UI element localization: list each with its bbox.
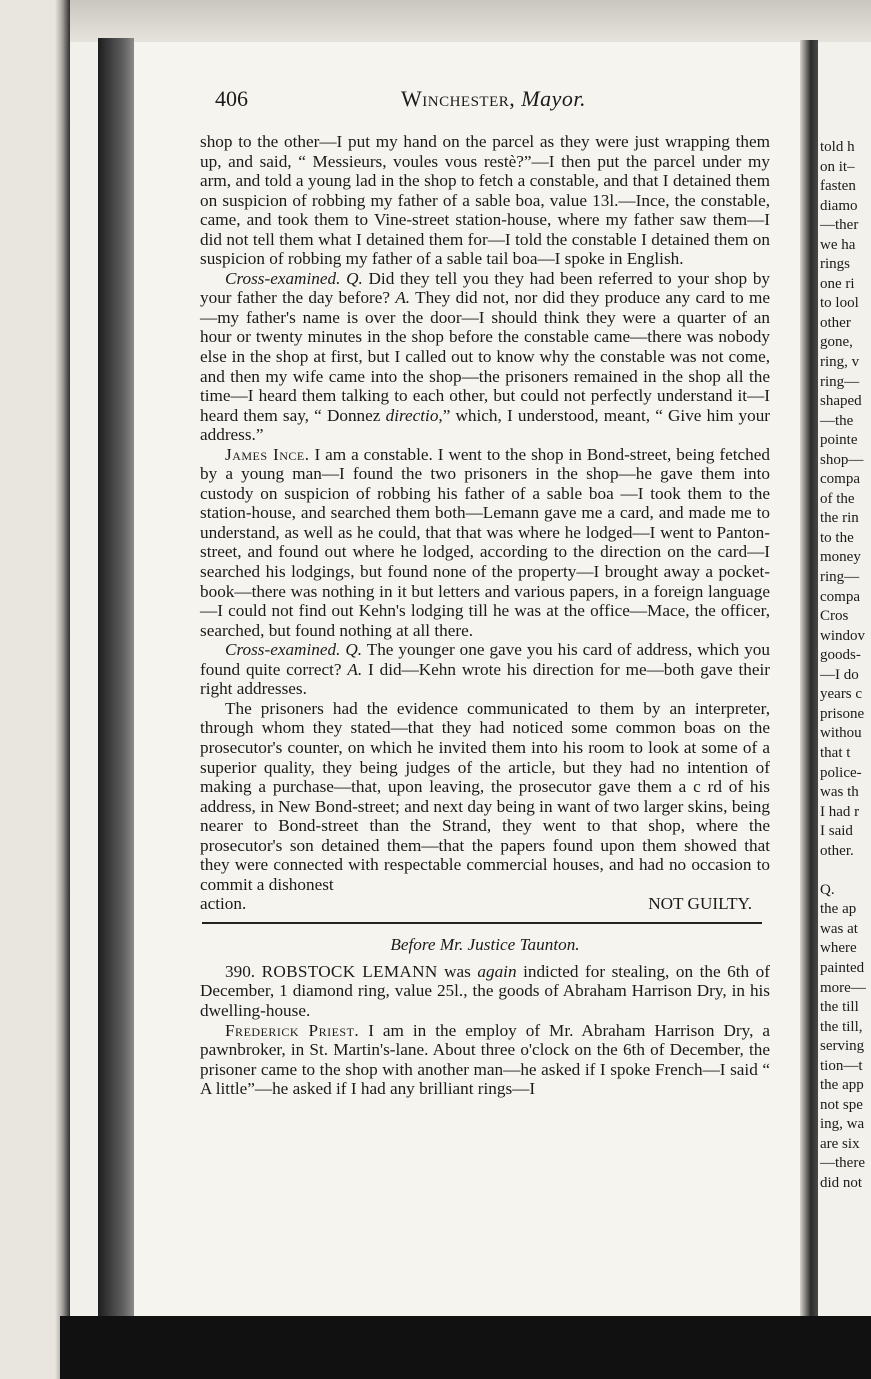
facing-page-line: one ri <box>820 275 855 292</box>
facing-page-line: was at <box>820 920 858 937</box>
facing-page-line: withou <box>820 725 862 742</box>
facing-page-line: ing, wa <box>820 1116 865 1133</box>
page-body <box>200 132 770 1099</box>
witness-name: James Ince. <box>225 444 310 464</box>
facing-page-line: shop— <box>820 451 864 468</box>
paragraph: Cross-examined. Q. The younger one gave you his card of address, which you found quite correct? A. I did—Kehn wrote his direction for me—both gave their right addresses. <box>200 640 771 699</box>
running-title: Winchester, Mayor. <box>401 86 586 111</box>
facing-page-line: serving <box>820 1038 865 1055</box>
facing-page-line: I had r <box>820 803 860 820</box>
facing-page-line: we ha <box>820 236 856 253</box>
facing-page-line: more— <box>820 979 866 996</box>
verdict-line <box>200 894 770 914</box>
facing-page-line: money <box>820 549 861 566</box>
paragraph: shop to the other—I put my hand on the parcel as they were just wrapping them up, and said, “ Messieurs, voules vous restè?”—I then put the parcel under my arm, and told a young lad in the shop to fetch a constable, and that I detained them on suspicion of robbing my father of a sable boa, value 13l.—Ince, the constable, came, and took them to Vine-street station-house, where my father saw them—I did not tell them what I detained them for—I told the constable I detained them on suspicion of robbing my father of a sable tail boa—I spoke in English. <box>200 132 770 269</box>
scan-top-edge <box>0 0 871 42</box>
facing-page-line: did not <box>820 1174 863 1191</box>
facing-page-line: other. <box>820 842 854 859</box>
facing-page-line: years c <box>820 686 863 703</box>
facing-page-line: to lool <box>820 295 859 312</box>
facing-page-line: ring, v <box>820 354 860 371</box>
facing-page-line: police- <box>820 764 862 781</box>
scan-left-edge <box>0 0 70 1379</box>
facing-page-line: on it– <box>820 158 855 175</box>
paragraph-end: action. <box>200 894 247 914</box>
facing-page-fragment <box>818 42 871 1316</box>
facing-page-line: compa <box>820 471 860 488</box>
facing-page-line: Cros <box>820 608 849 625</box>
facing-page-line: the rin <box>820 510 859 527</box>
paragraph: Cross-examined. Q. Did they tell you they had been referred to your shop by your father the day before? A. They did not, nor did they produce any card to me—my father's name is over the door—I should think they were a quarter of an hour or twenty minutes in the shop before the constable came—there was nobody else in the shop at first, but I called out to know why the constable was not come, and then my wife came into the shop—the prisoners remained in the shop all the time—I heard them talking to each other, but could not perfectly understand it—I heard them say, “ Donnez directio,” which, I understood, meant, “ Give him your address.” <box>200 268 771 445</box>
facing-page-line: —ther <box>820 217 859 234</box>
facing-page-line: are six <box>820 1135 860 1152</box>
facing-page-line: ring— <box>820 569 860 586</box>
facing-page-line: painted <box>820 959 865 976</box>
paragraph: James Ince. I am a constable. I went to the shop in Bond-street, being fetched by a young man—I found the two prisoners in the shop—he gave them into custody on suspicion of robbing his father of a sable boa —I took them to the station-house, and searched them both—Lemann gave me a card, and made me to understand, as well as he could, that that was where he lodged—I went to Panton-street, and found out where he lodged, according to the direction on the card—I searched his lodgings, but found none of the property—I brought away a pocket-book—there was nothing in it but letters and various papers, in a foreign language—I could not find out Kehn's lodging till he was at the office—Mace, the officer, searched, but found nothing at all there. <box>200 444 770 640</box>
facing-page-line: the app <box>820 1077 864 1094</box>
facing-page-line: not spe <box>820 1096 863 1113</box>
book-gutter <box>800 40 818 1320</box>
paragraph: The prisoners had the evidence communicated to them by an interpreter, through whom they stated—that they had noticed some common boas on the prosecutor's counter, on which he invited them into his room to look at some of a superior quality, they being judges of the article, but they had no intention of making a purchase—that, upon leaving, the prosecutor gave them a c rd of his address, in New Bond-street; and next day being in want of two larger skins, being nearer to Bond-street than the Strand, they went to that shop, where the prosecutor's son detained them—that the papers found upon them showed that they were connected with respectable commercial houses, and had no occasion to commit a dishonest <box>200 698 770 894</box>
facing-page-line: rings <box>820 256 850 273</box>
facing-page-line: pointe <box>820 432 858 449</box>
facing-page-line: to the <box>820 529 854 546</box>
verdict: NOT GUILTY. <box>648 894 752 914</box>
facing-page-line: the till, <box>820 1018 863 1035</box>
facing-page-line: ring— <box>820 373 860 390</box>
facing-page-line: fasten <box>820 178 856 195</box>
facing-page-line: other <box>820 314 851 331</box>
facing-page-line: the till <box>820 999 859 1016</box>
facing-page-line: compa <box>820 588 860 605</box>
facing-page-line: —the <box>820 412 854 429</box>
book-spine-shadow <box>98 38 134 1358</box>
witness-name: Frederick Priest. <box>225 1020 360 1040</box>
facing-page-line: prisone <box>820 705 865 722</box>
facing-page-line: Q. <box>820 881 835 898</box>
facing-page-line: the ap <box>820 901 857 918</box>
page-number: 406 <box>215 86 248 111</box>
facing-page-line <box>820 861 871 881</box>
facing-page-line: gone, <box>820 334 853 351</box>
facing-page-line: —I do <box>820 666 859 683</box>
running-head <box>215 86 795 118</box>
facing-page-line: tion—t <box>820 1057 863 1074</box>
facing-page-text <box>820 138 871 1194</box>
facing-page-line: was th <box>820 784 859 801</box>
facing-page-line: windov <box>820 627 865 644</box>
court-heading: Before Mr. Justice Taunton. <box>390 934 580 954</box>
facing-page-line: diamo <box>820 197 858 214</box>
facing-page-line: of the <box>820 490 855 507</box>
paragraph: Frederick Priest. I am in the employ of Mr. Abraham Harrison Dry, a pawnbroker, in St. Martin's-lane. About three o'clock on the 6th of December, the prisoner came to the shop with another man—he asked if I spoke French—I said “ A little”—he asked if I had any brilliant rings—I <box>200 1020 771 1099</box>
facing-page-line: told h <box>820 139 855 155</box>
facing-page-line: shaped <box>820 393 862 410</box>
facing-page-line: —there <box>820 1155 865 1172</box>
section-rule <box>202 922 762 924</box>
facing-page-line: that t <box>820 744 851 761</box>
facing-page-line: goods- <box>820 647 861 664</box>
scan-bottom-edge <box>60 1316 871 1379</box>
facing-page-line: I said <box>820 823 853 840</box>
facing-page-line: where <box>820 940 857 957</box>
case-heading: 390. ROBSTOCK LEMANN was again indicted for stealing, on the 6th of December, 1 diamond ring, value 25l., the goods of Abraham Harrison Dry, in his dwelling-house. <box>200 961 770 1020</box>
